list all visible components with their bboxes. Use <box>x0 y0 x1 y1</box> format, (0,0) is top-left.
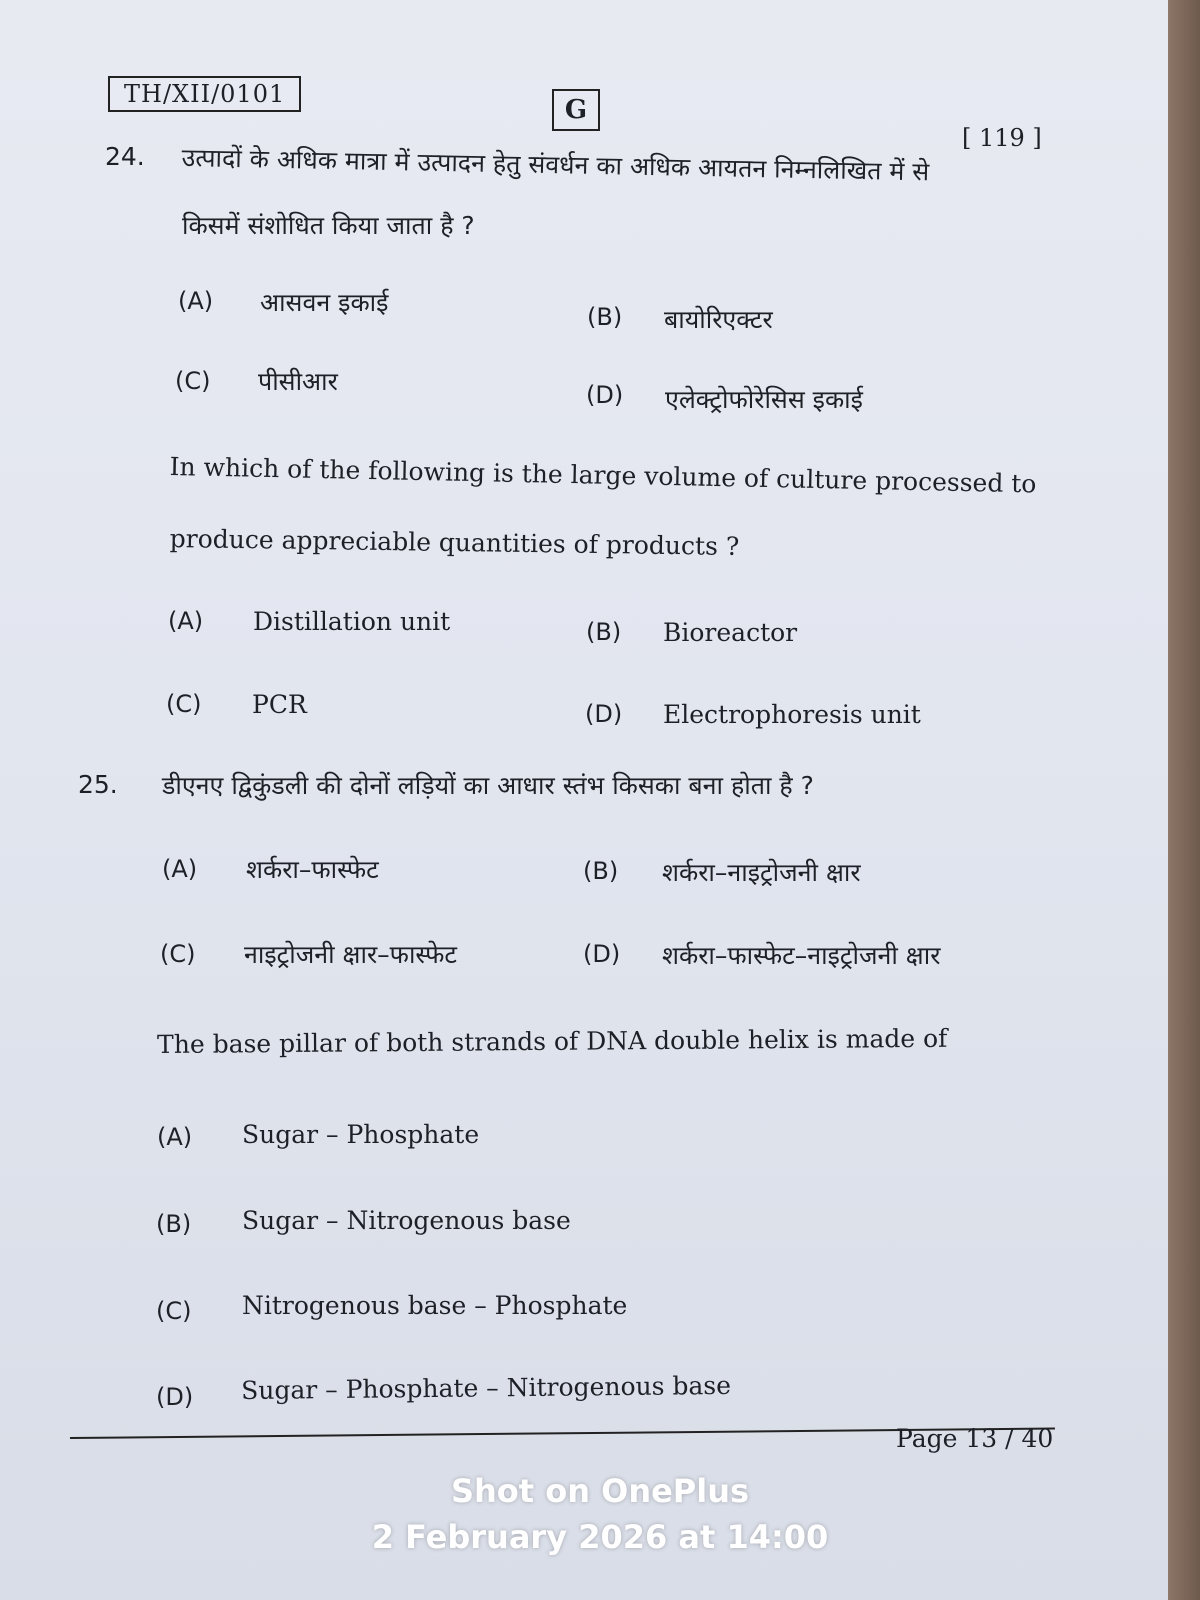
q25-hindi-option-a-text: शर्करा–फास्फेट <box>246 855 379 884</box>
question-24-hindi-line-1: उत्पादों के अधिक मात्रा में उत्पादन हेतु संवर्धन का अधिक आयतन निम्नलिखित में से <box>181 142 930 187</box>
q24-english-option-d-label: (D) <box>585 700 623 728</box>
camera-watermark-timestamp: 2 February 2026 at 14:00 <box>371 1518 829 1556</box>
question-25-english-line-1: The base pillar of both strands of DNA double helix is made of <box>157 1023 948 1059</box>
q24-hindi-option-c-label: (C) <box>175 367 211 395</box>
q25-hindi-option-a-label: (A) <box>162 855 198 883</box>
q24-hindi-option-d-label: (D) <box>586 381 624 409</box>
q24-hindi-option-a-label: (A) <box>178 287 214 315</box>
paper-code: TH/XII/0101 <box>108 76 301 112</box>
q24-hindi-option-c-text: पीसीआर <box>258 367 338 396</box>
q25-english-option-a-label: (A) <box>157 1123 193 1151</box>
q25-english-option-c-label: (C) <box>156 1297 192 1325</box>
question-25-hindi-line-1: डीएनए द्विकुंडली की दोनों लड़ियों का आधार स्तंभ किसका बना होता है ? <box>162 771 814 800</box>
camera-watermark-device: Shot on OnePlus <box>450 1472 750 1510</box>
question-24-english-line-1: In which of the following is the large volume of culture processed to <box>169 452 1037 499</box>
q24-english-option-b-text: Bioreactor <box>663 618 798 647</box>
q24-hindi-option-b-label: (B) <box>587 303 623 331</box>
q25-hindi-option-d-text: शर्करा–फास्फेट–नाइट्रोजनी क्षार <box>662 941 941 970</box>
question-24-number: 24. <box>105 142 145 171</box>
q24-hindi-option-b-text: बायोरिएक्टर <box>664 305 773 334</box>
q24-english-option-a-label: (A) <box>168 607 204 635</box>
q25-hindi-option-c-text: नाइट्रोजनी क्षार–फास्फेट <box>244 940 458 969</box>
question-24-hindi-line-2: किसमें संशोधित किया जाता है ? <box>182 211 475 240</box>
set-code: G <box>552 89 600 131</box>
q25-english-option-c-text: Nitrogenous base – Phosphate <box>242 1291 628 1320</box>
q25-english-option-d-label: (D) <box>156 1383 194 1411</box>
question-24-english-line-2: produce appreciable quantities of products ? <box>169 524 740 561</box>
q24-english-option-d-text: Electrophoresis unit <box>663 700 921 729</box>
q25-english-option-a-text: Sugar – Phosphate <box>242 1120 480 1149</box>
q24-english-option-a-text: Distillation unit <box>253 607 451 636</box>
q24-english-option-c-text: PCR <box>252 690 307 719</box>
q25-hindi-option-c-label: (C) <box>160 940 196 968</box>
q24-hindi-option-a-text: आसवन इकाई <box>260 288 389 317</box>
question-25-number: 25. <box>78 770 118 799</box>
q24-english-option-c-label: (C) <box>166 690 202 718</box>
q25-hindi-option-b-label: (B) <box>583 857 619 885</box>
marks-label: [ 119 ] <box>962 124 1042 152</box>
page-number: Page 13 / 40 <box>896 1424 1054 1453</box>
q24-english-option-b-label: (B) <box>586 618 622 646</box>
q25-english-option-b-text: Sugar – Nitrogenous base <box>242 1206 571 1235</box>
q25-english-option-d-text: Sugar – Phosphate – Nitrogenous base <box>241 1370 732 1405</box>
q25-english-option-b-label: (B) <box>156 1210 192 1238</box>
q24-hindi-option-d-text: एलेक्ट्रोफोरेसिस इकाई <box>665 385 863 414</box>
q25-hindi-option-d-label: (D) <box>583 940 621 968</box>
q25-hindi-option-b-text: शर्करा–नाइट्रोजनी क्षार <box>662 858 861 887</box>
